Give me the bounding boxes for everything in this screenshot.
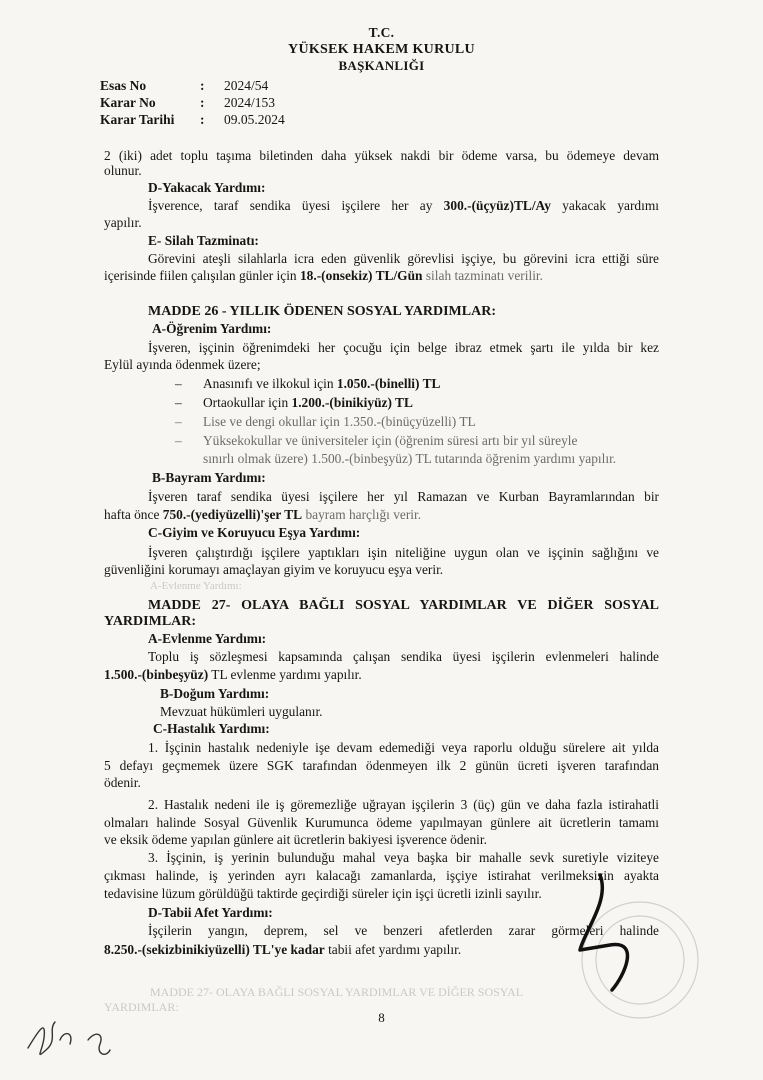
initials-mark — [28, 1022, 71, 1054]
text: hafta önce — [104, 507, 163, 522]
meta-value: 2024/54 — [224, 78, 269, 93]
bleed-through-text: MADDE 27- OLAYA BAĞLI SOSYAL YARDIMLAR VE DİĞER SOSYAL — [150, 985, 524, 999]
initials-mark — [88, 1034, 110, 1054]
section-c-giyim-title: C-Giyim ve Koruyucu Eşya Yardımı: — [148, 525, 361, 540]
header-department: BAŞKANLIĞI — [338, 58, 425, 73]
text: Yüksekokullar ve üniversiteler için (öğrenim süresi artı bir yıl süreyle — [203, 433, 578, 448]
text: İşverence, taraf sendika üyesi işçilere her ay — [148, 198, 444, 213]
amount: 1.500.-(binbeşyüz) — [104, 667, 209, 682]
amount: 1.200.-(binikiyüz) TL — [291, 395, 413, 410]
e-silah-line-1: Görevini ateşli silahlarla icra eden güvenlik görevlisi işçiye, bu görevini icra ettiği süre — [148, 251, 659, 266]
section-a-ogrenim-title: A-Öğrenim Yardımı: — [152, 321, 272, 336]
c-hastalik-line-7: 3. İşçinin, iş yerinin bulunduğu mahal veya başka bir mahalle sevk suretiyle viziteye — [148, 850, 659, 865]
list-item-ortaokul: – Ortaokullar için 1.200.-(binikiyüz) TL — [175, 395, 413, 410]
amount: 750.-(yediyüzelli)'şer TL — [162, 507, 303, 522]
d-afet-line-1: İşçilerin yangın, deprem, sel ve benzeri afetlerden zarar görmeleri halinde — [148, 923, 659, 938]
list-item-lise: – Lise ve dengi okullar için 1.350.-(binüçyüzelli) TL — [175, 414, 476, 429]
c-hastalik-line-3: ödenir. — [104, 775, 141, 790]
section-e-silah-title: E- Silah Tazminatı: — [148, 233, 259, 248]
a-ogrenim-line-2: Eylül ayında ödenmek üzere; — [104, 357, 261, 372]
madde-27-title-line-2: YARDIMLAR: — [104, 614, 197, 629]
meta-value: 2024/153 — [224, 95, 276, 110]
meta-sep: : — [200, 95, 205, 110]
text: içerisinde fiilen çalışılan günler için — [104, 268, 300, 283]
amount: 300.-(üçyüz)TL/Ay — [443, 198, 551, 213]
bleed-through-text: A-Evlenme Yardımı: — [150, 580, 242, 592]
section-d-afet-title: D-Tabii Afet Yardımı: — [148, 905, 273, 920]
amount: 8.250.-(sekizbinikiyüzelli) TL'ye kadar — [104, 942, 325, 957]
intro-line-2: olunur. — [104, 163, 142, 178]
meta-label: Karar Tarihi — [100, 112, 175, 127]
amount: 1.050.-(binelli) TL — [336, 376, 441, 391]
text: Ortaokullar için — [203, 395, 292, 410]
madde-27-title-line-1: MADDE 27- OLAYA BAĞLI SOSYAL YARDIMLAR VE DİĞER SOSYAL — [148, 598, 659, 613]
section-d-yakacak-title: D-Yakacak Yardımı: — [148, 180, 266, 195]
section-c-hastalik-title: C-Hastalık Yardımı: — [153, 721, 270, 736]
c-hastalik-line-1: 1. İşçinin hastalık nedeniyle işe devam edemediği veya raporlu olduğu sürelere ait yılda — [148, 740, 659, 755]
signature-mark — [580, 875, 627, 990]
a-evlenme-line-1: Toplu iş sözleşmesi kapsamında çalışan sendika üyesi işçilerin evlenmeleri halinde — [148, 649, 659, 664]
c-hastalik-line-2: 5 defayı geçmemek üzere SGK tarafından ödenmeyen ilk 2 günün ücreti işveren tarafından — [104, 758, 659, 773]
meta-sep: : — [200, 112, 205, 127]
text: TL evlenme yardımı yapılır. — [208, 667, 362, 682]
text: silah tazminatı verilir. — [422, 268, 543, 283]
c-hastalik-line-9: tedavisine lüzum görüldüğü taktirde geçirdiği süreler için işçi ücretli izinli sayılır. — [104, 886, 542, 901]
a-ogrenim-line-1: İşveren, işçinin öğrenimdeki her çocuğu için belge ibraz etmek şartı ile yılda bir kez — [148, 340, 659, 355]
c-hastalik-line-6: ve eksik ödeme yapılan günlere ait ücretlerin bakiyesi işverence ödenir. — [104, 832, 487, 847]
text: Anasınıfı ve ilkokul için — [203, 376, 337, 391]
meta-sep: : — [200, 78, 205, 93]
c-giyim-line-2: güvenliğini korumayı amaçlayan giyim ve koruyucu eşya verir. — [104, 562, 444, 577]
bleed-through-text: YARDIMLAR: — [104, 1000, 179, 1014]
meta-label: Karar No — [100, 95, 156, 110]
c-hastalik-line-4: 2. Hastalık nedeni ile iş göremezliğe uğrayan işçilerin 3 (üç) gün ve daha fazla istirahatli — [148, 797, 659, 812]
c-giyim-line-1: İşveren çalıştırdığı işçilere yaptıkları işin niteliğine uygun olan ve işçinin sağlığını ve — [148, 545, 659, 560]
c-hastalik-line-5: olmaları halinde Sosyal Güvenlik Kurumunca ödeme yapılmayan günlere ait ücretlerin tamamı — [104, 815, 659, 830]
d-yakacak-line-2: yapılır. — [104, 215, 142, 230]
header-institution: YÜKSEK HAKEM KURULU — [288, 42, 475, 57]
section-b-bayram-title: B-Bayram Yardımı: — [152, 470, 266, 485]
text: bayram harçlığı verir. — [302, 507, 422, 522]
meta-value: 09.05.2024 — [224, 112, 285, 127]
b-bayram-line-1: İşveren taraf sendika üyesi işçilere her yıl Ramazan ve Kurban Bayramlarından bir — [148, 489, 659, 504]
meta-label: Esas No — [100, 78, 147, 93]
c-hastalik-line-8: çıkması halinde, iş yerinden ayrı kalacağı zamanlarda, işçiye istirahat verilmeksizin ayakta — [104, 868, 659, 883]
text: Lise ve dengi okullar için 1.350.-(binüçyüzelli) TL — [203, 414, 476, 429]
list-item-yuksekokul: – Yüksekokullar ve üniversiteler için (öğrenim süresi artı bir yıl süreyle — [175, 433, 578, 448]
stamp-circle-icon — [582, 902, 698, 1018]
section-b-dogum-title: B-Doğum Yardımı: — [160, 686, 270, 701]
text: yakacak yardımı — [550, 198, 659, 213]
madde-26-title: MADDE 26 - YILLIK ÖDENEN SOSYAL YARDIMLAR: — [148, 304, 496, 319]
text: tabii afet yardımı yapılır. — [324, 942, 462, 957]
page-number: 8 — [378, 1010, 385, 1025]
intro-line-1: 2 (iki) adet toplu taşıma biletinden daha yüksek nakdi bir ödeme varsa, bu ödemeye devam — [104, 148, 659, 163]
list-item-anasinifi: – Anasınıfı ve ilkokul için 1.050.-(binelli) TL — [175, 376, 441, 391]
b-dogum-line-1: Mevzuat hükümleri uygulanır. — [160, 704, 323, 719]
header-tc: T.C. — [368, 25, 395, 40]
section-a-evlenme-title: A-Evlenme Yardımı: — [148, 631, 267, 646]
list-item-yuksekokul-cont: sınırlı olmak üzere) 1.500.-(binbeşyüz) TL tutarında öğrenim yardımı yapılır. — [203, 451, 617, 466]
amount: 18.-(onsekiz) TL/Gün — [299, 268, 423, 283]
